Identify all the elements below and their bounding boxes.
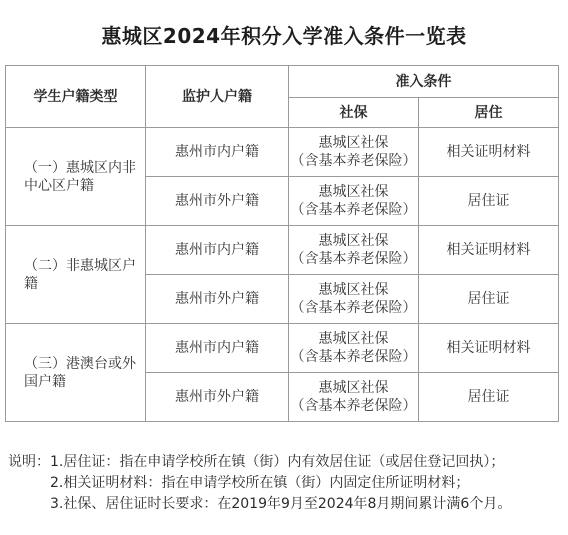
guardian-cell: 惠州市外户籍 [146, 373, 289, 422]
header-residence: 居住 [419, 98, 559, 128]
residence-cell: 相关证明材料 [419, 128, 559, 177]
social-cell [289, 128, 419, 177]
guardian-cell: 惠州市内户籍 [146, 128, 289, 177]
residence-cell: 相关证明材料 [419, 324, 559, 373]
social-note: （含基本养老保险） [290, 251, 417, 267]
header-conditions: 准入条件 [289, 66, 559, 98]
social-cell [289, 373, 419, 422]
guardian-cell: 惠州市内户籍 [146, 324, 289, 373]
social-note: （含基本养老保险） [290, 398, 417, 414]
page-title: 惠城区2024年积分入学准入条件一览表 [101, 24, 467, 48]
social-line: 惠城区社保 [318, 233, 389, 249]
header-guardian: 监护人户籍 [146, 66, 289, 128]
header-social: 社保 [289, 98, 419, 128]
social-line: 惠城区社保 [318, 184, 389, 200]
residence-cell: 居住证 [419, 177, 559, 226]
category-cell: （一）惠城区内非中心区户籍 [6, 128, 146, 226]
category-cell: （二）非惠城区户籍 [6, 226, 146, 324]
table-row [6, 324, 559, 373]
admission-conditions-table [5, 65, 559, 422]
social-cell [289, 226, 419, 275]
residence-cell: 相关证明材料 [419, 226, 559, 275]
note-line-2: 2.相关证明材料：指在申请学校所在镇（街）内固定住所证明材料； [50, 475, 470, 491]
social-line: 惠城区社保 [318, 380, 389, 396]
social-note: （含基本养老保险） [290, 202, 417, 218]
social-note: （含基本养老保险） [290, 153, 417, 169]
residence-cell: 居住证 [419, 373, 559, 422]
table-header-row [6, 66, 559, 98]
note-line-3: 3.社保、居住证时长要求：在2019年9月至2024年8月期间累计满6个月。 [50, 496, 512, 512]
social-line: 惠城区社保 [318, 282, 389, 298]
social-note: （含基本养老保险） [290, 300, 417, 316]
residence-cell: 居住证 [419, 275, 559, 324]
table-row [6, 226, 559, 275]
header-category: 学生户籍类型 [6, 66, 146, 128]
category-cell: （三）港澳台或外国户籍 [6, 324, 146, 422]
social-line: 惠城区社保 [318, 331, 389, 347]
guardian-cell: 惠州市内户籍 [146, 226, 289, 275]
social-note: （含基本养老保险） [290, 349, 417, 365]
social-cell [289, 275, 419, 324]
social-cell [289, 324, 419, 373]
social-cell [289, 177, 419, 226]
notes-section [8, 452, 560, 515]
table-row [6, 128, 559, 177]
social-line: 惠城区社保 [318, 135, 389, 151]
guardian-cell: 惠州市外户籍 [146, 177, 289, 226]
guardian-cell: 惠州市外户籍 [146, 275, 289, 324]
note-line-1: 说明：1.居住证：指在申请学校所在镇（街）内有效居住证（或居住登记回执）； [8, 454, 505, 470]
